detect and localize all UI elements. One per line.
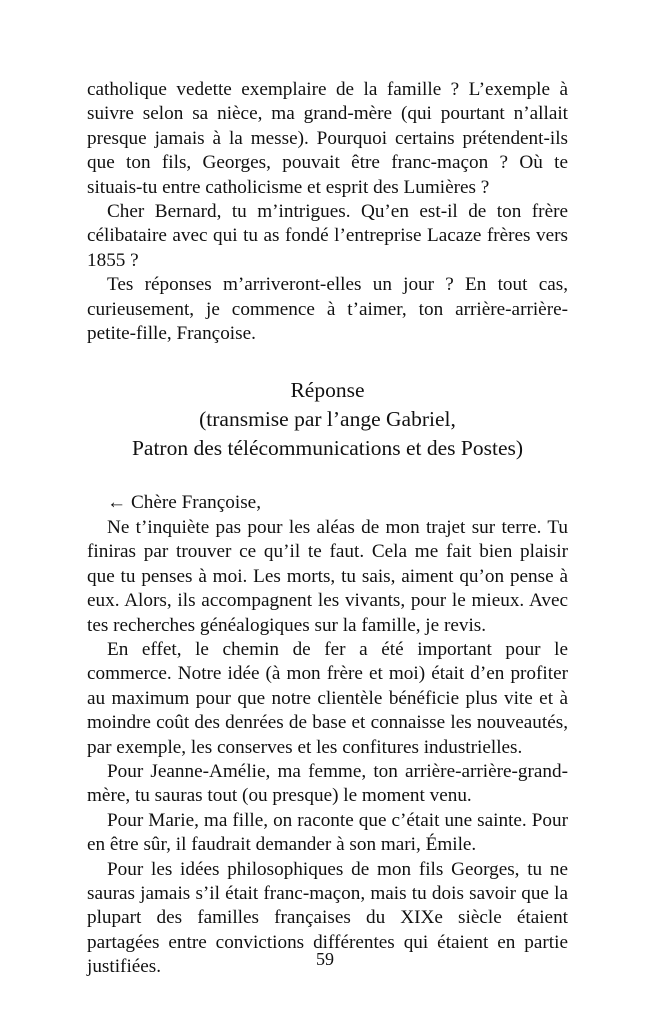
- paragraph-marie: Pour Marie, ma fille, on raconte que c’était une sainte. Pour en être sûr, il faudrait demander à son mari, Émile.: [87, 809, 568, 856]
- page-body: [87, 78, 568, 980]
- heading-title: Réponse: [290, 378, 365, 403]
- paragraph-georges: Pour les idées philosophiques de mon fils Georges, tu ne sauras jamais s’il était franc-maçon, mais tu dois savoir que la plupart des familles françaises du XIXe siècle étaient partagées entre convictions différentes qui étaient en partie justifiées.: [87, 858, 568, 978]
- paragraph-reply-intro: Ne t’inquiète pas pour les aléas de mon trajet sur terre. Tu finiras par trouver ce qu’il te faut. Cela me fait bien plaisir que tu penses à moi. Les morts, tu sais, aiment qu’on pense à eux. Alors, ils accompagnent les vivants, pour le mieux. Avec tes recherches généalogiques sur la famille, je revis.: [87, 516, 568, 636]
- paragraph-signature-francoise: Tes réponses m’arriveront-elles un jour ? En tout cas, curieusement, je commence à t’aimer, ton arrière-arrière-petite-fille, Françoise.: [87, 274, 568, 345]
- section-heading: [87, 376, 568, 463]
- paragraph-continuation: catholique vedette exemplaire de la famille ? L’exemple à suivre selon sa nièce, ma grand-mère (qui pourtant n’allait presque jamais à la messe). Pourquoi certains prétendent-ils que ton fils, Georges, pouvait être franc-maçon ? Où te situais-tu entre catholicisme et esprit des Lumières ?: [87, 79, 568, 198]
- paragraph-jeanne-amelie: Pour Jeanne-Amélie, ma femme, ton arrière-arrière-grand-mère, tu sauras tout (ou presque) le moment venu.: [87, 760, 568, 807]
- heading-subtitle-line1: (transmise par l’ange Gabriel,: [199, 407, 456, 432]
- paragraph-salutation: ← Chère Françoise,: [107, 492, 261, 514]
- paragraph-railway: En effet, le chemin de fer a été important pour le commerce. Notre idée (à mon frère et moi) était d’en profiter au maximum pour que notre clientèle bénéficie plus vite et à moindre coût des denrées de base et connaisse les nouveautés, par exemple, les conserves et les confitures industrielles.: [87, 638, 568, 758]
- paragraph-bernard-question: Cher Bernard, tu m’intrigues. Qu’en est-il de ton frère célibataire avec qui tu as fondé l’entreprise Lacaze frères vers 1855 ?: [87, 201, 568, 271]
- page-number: 59: [316, 949, 334, 969]
- heading-subtitle-line2: Patron des télécommunications et des Postes): [131, 436, 524, 461]
